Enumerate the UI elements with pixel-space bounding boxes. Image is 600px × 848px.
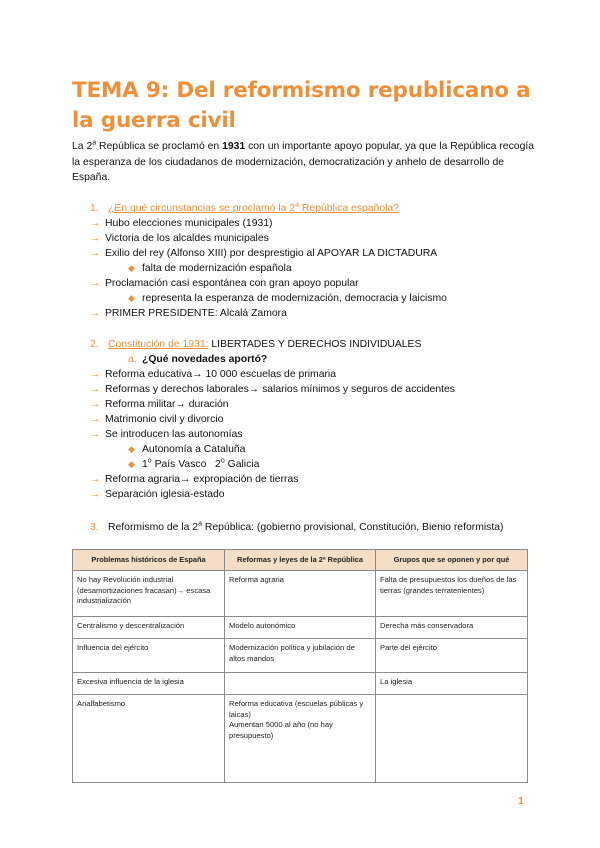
table-cell: Parte del ejército — [376, 639, 528, 673]
table-row — [73, 617, 528, 639]
diamond-bullet-icon: ◆ — [128, 444, 135, 454]
section-2-heading: 2. Constitución de 1931: LIBERTADES Y DERECHOS INDIVIDUALES — [90, 339, 422, 350]
table-cell: Modelo autonómico — [225, 617, 376, 639]
intro-paragraph: La 2$^a$ República se proclamó en 1931 con un importante apoyo popular, ya que la República recogía la esperanza de los ciudadanos de modernización, democratización y anhelo de desarrollo de España. — [72, 139, 535, 183]
table-cell — [376, 695, 528, 783]
list-item: → PRIMER PRESIDENTE: Alcalá Zamora — [90, 308, 287, 319]
list-item: → Reforma militar→ duración — [90, 399, 229, 410]
list-item: → Se introducen las autonomías — [90, 429, 243, 440]
arrow-icon: → — [90, 233, 101, 244]
table-cell: Reforma educativa (escuelas públicas y laicas) Aumentan 5000 al año (no hay presupuesto) — [225, 695, 376, 783]
arrow-icon: → — [90, 308, 101, 319]
sub-list-item: ◆ falta de modernización española — [128, 263, 292, 274]
arrow-icon: → — [90, 474, 101, 485]
table-row — [73, 639, 528, 673]
table-header: Problemas históricos de España — [73, 550, 225, 571]
diamond-bullet-icon: ◆ — [128, 293, 135, 303]
table-cell: Centralismo y descentralización — [73, 617, 225, 639]
list-item: → Hubo elecciones municipales (1931) — [90, 218, 273, 229]
list-item: → Victoria de los alcaldes municipales — [90, 233, 269, 244]
list-item: → Matrimonio civil y divorcio — [90, 414, 224, 425]
arrow-icon: → — [90, 218, 101, 229]
section-2a-heading: a. ¿Qué novedades aportó? — [128, 354, 268, 365]
table-cell: La iglesia — [376, 673, 528, 695]
arrow-icon: → — [90, 248, 101, 259]
table-cell: Influencia del ejército — [73, 639, 225, 673]
sub-list-item: ◆ Autonomía a Cataluña — [128, 444, 246, 455]
arrow-icon: → — [90, 399, 101, 410]
table-cell — [225, 673, 376, 695]
list-item: → Separación iglesia-estado — [90, 489, 225, 500]
arrow-icon: → — [90, 429, 101, 440]
table-cell: Falta de presupuestos los dueños de las tierras (grandes terratenientes) — [376, 571, 528, 617]
table-cell: Excesiva influencia de la iglesia — [73, 673, 225, 695]
arrow-icon: → — [90, 414, 101, 425]
diamond-bullet-icon: ◆ — [128, 459, 135, 469]
list-item: → Proclamación casi espontánea con gran apoyo popular — [90, 278, 359, 289]
arrow-icon: → — [90, 489, 101, 500]
list-item: → Reforma educativa→ 10 000 escuelas de primaria — [90, 369, 337, 380]
table-cell: Analfabetismo — [73, 695, 225, 783]
section-1-link[interactable]: ¿En qué circunstancias se proclamó la 2$^a$ República española? — [108, 201, 399, 214]
sub-list-item: ◆ 1$^o$ País Vasco 2$^o$ Galicia — [128, 457, 260, 470]
arrow-icon: → — [90, 278, 101, 289]
section-1-heading: 1. ¿En qué circunstancias se proclamó la 2$^a$ República española? — [90, 201, 399, 214]
table-row — [73, 571, 528, 617]
arrow-icon: → — [90, 384, 101, 395]
page-number: 1 — [518, 795, 524, 807]
section-3-heading: 3. Reformismo de la 2$^a$ República: (gobierno provisional, Constitución, Bienio reformista) — [90, 520, 504, 533]
list-item: → Reforma agraria→ expropiación de tierras — [90, 474, 299, 485]
reforms-table — [72, 549, 528, 783]
diamond-bullet-icon: ◆ — [128, 263, 135, 273]
table-cell: Reforma agraria — [225, 571, 376, 617]
table-header: Grupos que se oponen y por qué — [376, 550, 528, 571]
page-title: TEMA 9: Del reformismo republicano a la guerra civil — [72, 78, 531, 133]
table-cell: No hay Revolución industrial (desamortizaciones fracasan)→ escasa industrialización — [73, 571, 225, 617]
table-row — [73, 695, 528, 783]
table-cell: Derecha más conservadora — [376, 617, 528, 639]
sub-list-item: ◆ representa la esperanza de modernización, democracia y laicismo — [128, 293, 447, 304]
table-row — [73, 673, 528, 695]
table-header-row — [73, 550, 528, 571]
section-2-link[interactable]: Constitución de 1931: — [108, 339, 209, 350]
list-item: → Exilio del rey (Alfonso XIII) por desprestigio al APOYAR LA DICTADURA — [90, 248, 438, 259]
list-item: → Reformas y derechos laborales→ salarios mínimos y seguros de accidentes — [90, 384, 455, 395]
arrow-icon: → — [90, 369, 101, 380]
table-cell: Modernización política y jubilación de altos mandos — [225, 639, 376, 673]
table-header: Reformas y leyes de la 2ª República — [225, 550, 376, 571]
